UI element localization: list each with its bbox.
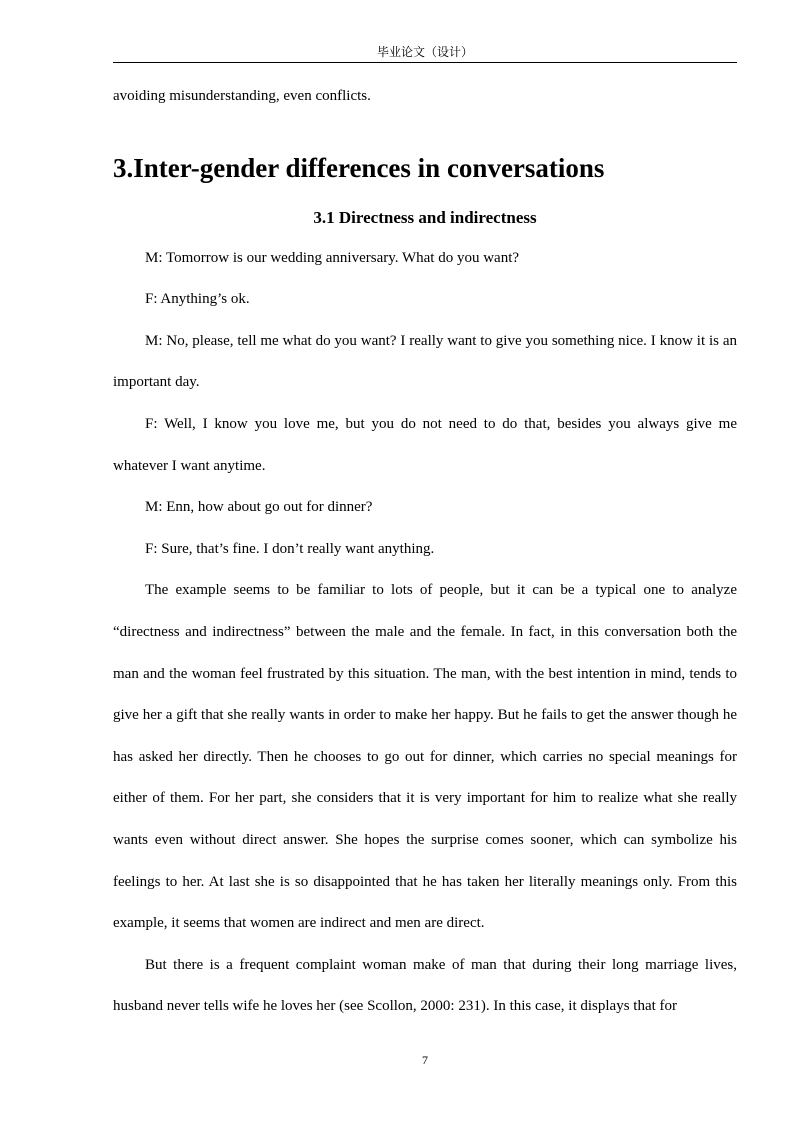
- section-heading: 3.Inter-gender differences in conversations: [113, 152, 605, 183]
- subsection-heading: 3.1 Directness and indirectness: [313, 207, 537, 227]
- page-content: [113, 76, 737, 1028]
- body-paragraph: But there is a frequent complaint woman make of man that during their long marriage lives, husband never tells wife he loves her (see Scollon, 2000: 231). In this case, it displays that for: [113, 956, 737, 1015]
- dialogue-line: M: No, please, tell me what do you want? I really want to give you something nice. I know it is an important day.: [113, 332, 737, 391]
- body-paragraph: The example seems to be familiar to lots of people, but it can be a typical one to analyze “directness and indirectness” between the male and the female. In fact, in this conversation both the man and the woman feel frustrated by this situation. The man, with the best intention in mind, tends to give her a gift that she really wants in order to make her happy. But he fails to get the answer though he has asked her directly. Then he chooses to go out for dinner, which carries no special meanings for either of them. For her part, she considers that it is very important for him to realize what she really wants even without direct answer. She hopes the surprise comes sooner, which can symbolize his feelings to her. At last she is so disappointed that he has taken her literally meanings only. From this example, it seems that women are indirect and men are direct.: [113, 582, 737, 932]
- header-divider: [113, 62, 737, 63]
- dialogue-line: M: Enn, how about go out for dinner?: [145, 499, 373, 516]
- continuation-paragraph: avoiding misunderstanding, even conflicts.: [113, 88, 371, 104]
- dialogue-line: F: Well, I know you love me, but you do not need to do that, besides you always give me whatever I want anytime.: [113, 415, 737, 474]
- dialogue-line: F: Anything’s ok.: [145, 291, 250, 308]
- running-header: 毕业论文（设计）: [376, 45, 473, 59]
- page-number: 7: [422, 1053, 428, 1067]
- dialogue-line: F: Sure, that’s fine. I don’t really want anything.: [145, 540, 435, 557]
- dialogue-line: M: Tomorrow is our wedding anniversary. What do you want?: [145, 249, 520, 266]
